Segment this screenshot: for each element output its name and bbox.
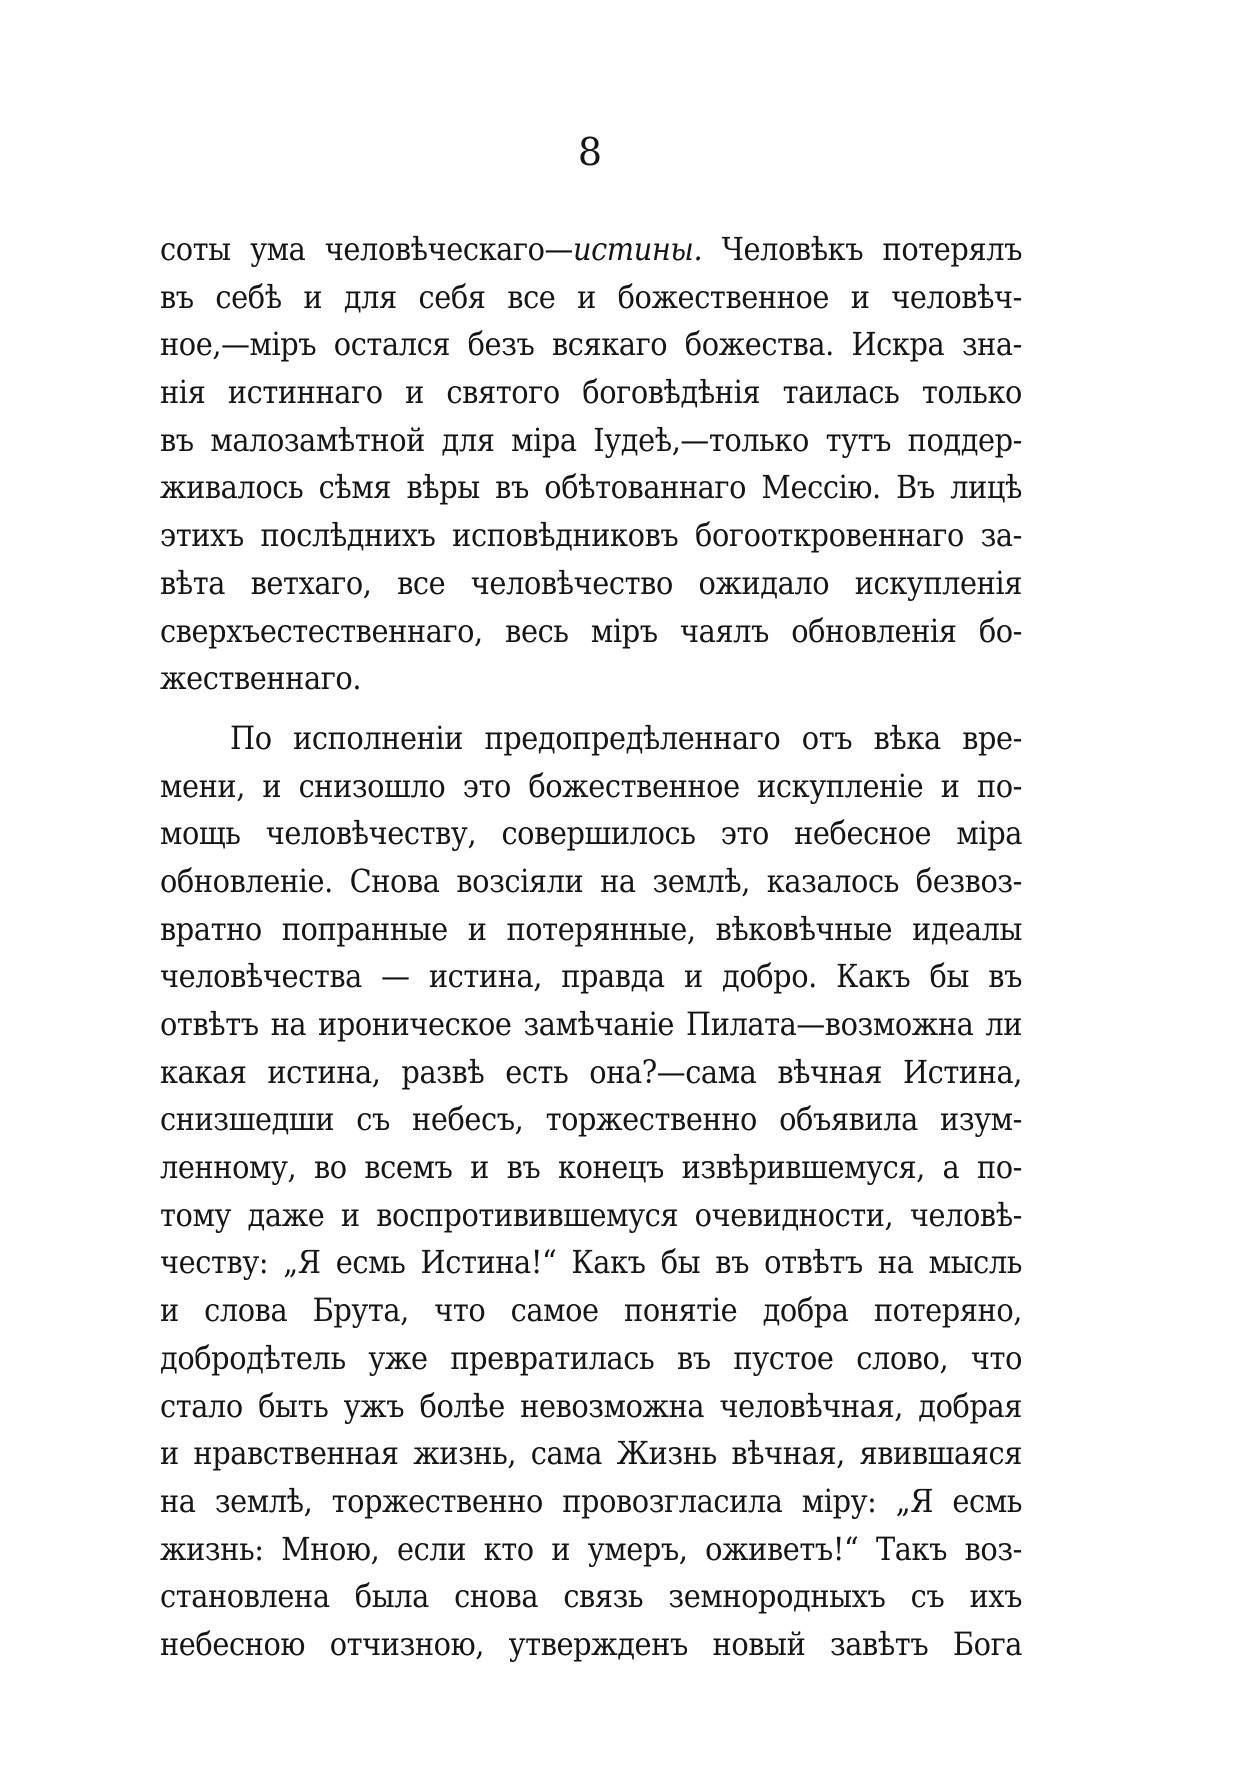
text-line: стало быть ужъ болѣе невозможна человѣчная, добрая (160, 1386, 1022, 1425)
text-line: вѣта ветхаго, все человѣчество ожидало искупленія (160, 563, 1022, 602)
text-line: тому даже и воспротивившемуся очевидности, человѣ- (160, 1195, 1022, 1234)
text-line: По исполненіи предопредѣленнаго отъ вѣка вре- (230, 718, 1022, 757)
emphasis: истины. (572, 230, 703, 268)
text-line: добродѣтель уже превратилась въ пустое слово, что (160, 1338, 1022, 1377)
body-text (160, 226, 1022, 1669)
text-line: нія истиннаго и святого боговѣдѣнія таилась только (160, 373, 1022, 412)
text-line: снизшедши съ небесъ, торжественно объявила изум- (160, 1100, 1022, 1139)
text-line: мощь человѣчеству, совершилось это небесное міра (160, 814, 1022, 853)
text-line: какая истина, развѣ есть она?—сама вѣчная Истина, (160, 1052, 1022, 1091)
paragraph-2 (160, 715, 1022, 1669)
text-line: жизнь: Мною, если кто и умеръ, оживетъ!“ Такъ воз- (160, 1529, 1022, 1568)
paragraph-1 (160, 226, 1022, 703)
text-line: въ себѣ и для себя все и божественное и человѣч- (160, 277, 1022, 316)
text-line: соты ума человѣческаго—истины. Человѣкъ потерялъ (160, 230, 1022, 268)
text-line: сверхъестественнаго, весь міръ чаялъ обновленія бо- (160, 611, 1022, 650)
text-line: человѣчества — истина, правда и добро. Какъ бы въ (160, 957, 1022, 996)
text-line: становлена была снова связь земнородныхъ съ ихъ (160, 1577, 1022, 1616)
text-line: и нравственная жизнь, сама Жизнь вѣчная, явившаяся (160, 1434, 1022, 1473)
text-line: въ малозамѣтной для міра Іудеѣ,—только тутъ поддер- (160, 420, 1022, 459)
text-line: ное,—міръ остался безъ всякаго божества. Искра зна- (160, 325, 1022, 364)
text-line: вратно попранные и потерянные, вѣковѣчные идеалы (160, 909, 1022, 948)
page-number: 8 (577, 130, 603, 174)
text-line: честву: „Я есмь Истина!“ Какъ бы въ отвѣтъ на мысль (160, 1243, 1022, 1282)
text-line: обновленіе. Снова возсіяли на землѣ, казалось безвоз- (160, 861, 1022, 900)
text-line: небесною отчизною, утвержденъ новый завѣтъ Бога (160, 1624, 1022, 1663)
text-line: и слова Брута, что самое понятіе добра потеряно, (160, 1291, 1022, 1330)
paragraph-gap (160, 703, 1022, 715)
text-line: живалось сѣмя вѣры въ обѣтованнаго Мессію. Въ лицѣ (160, 468, 1022, 507)
text-line: этихъ послѣднихъ исповѣдниковъ богооткровеннаго за- (160, 516, 1022, 555)
text-line: ленному, во всемъ и въ конецъ извѣрившемуся, а по- (160, 1148, 1022, 1187)
text-line: на землѣ, торжественно провозгласила міру: „Я есмь (160, 1481, 1022, 1520)
text-line: отвѣтъ на ироническое замѣчаніе Пилата—возможна ли (160, 1005, 1022, 1043)
text-line: жественнаго. (160, 659, 362, 698)
text-line: мени, и снизошло это божественное искупленіе и по- (160, 766, 1022, 805)
